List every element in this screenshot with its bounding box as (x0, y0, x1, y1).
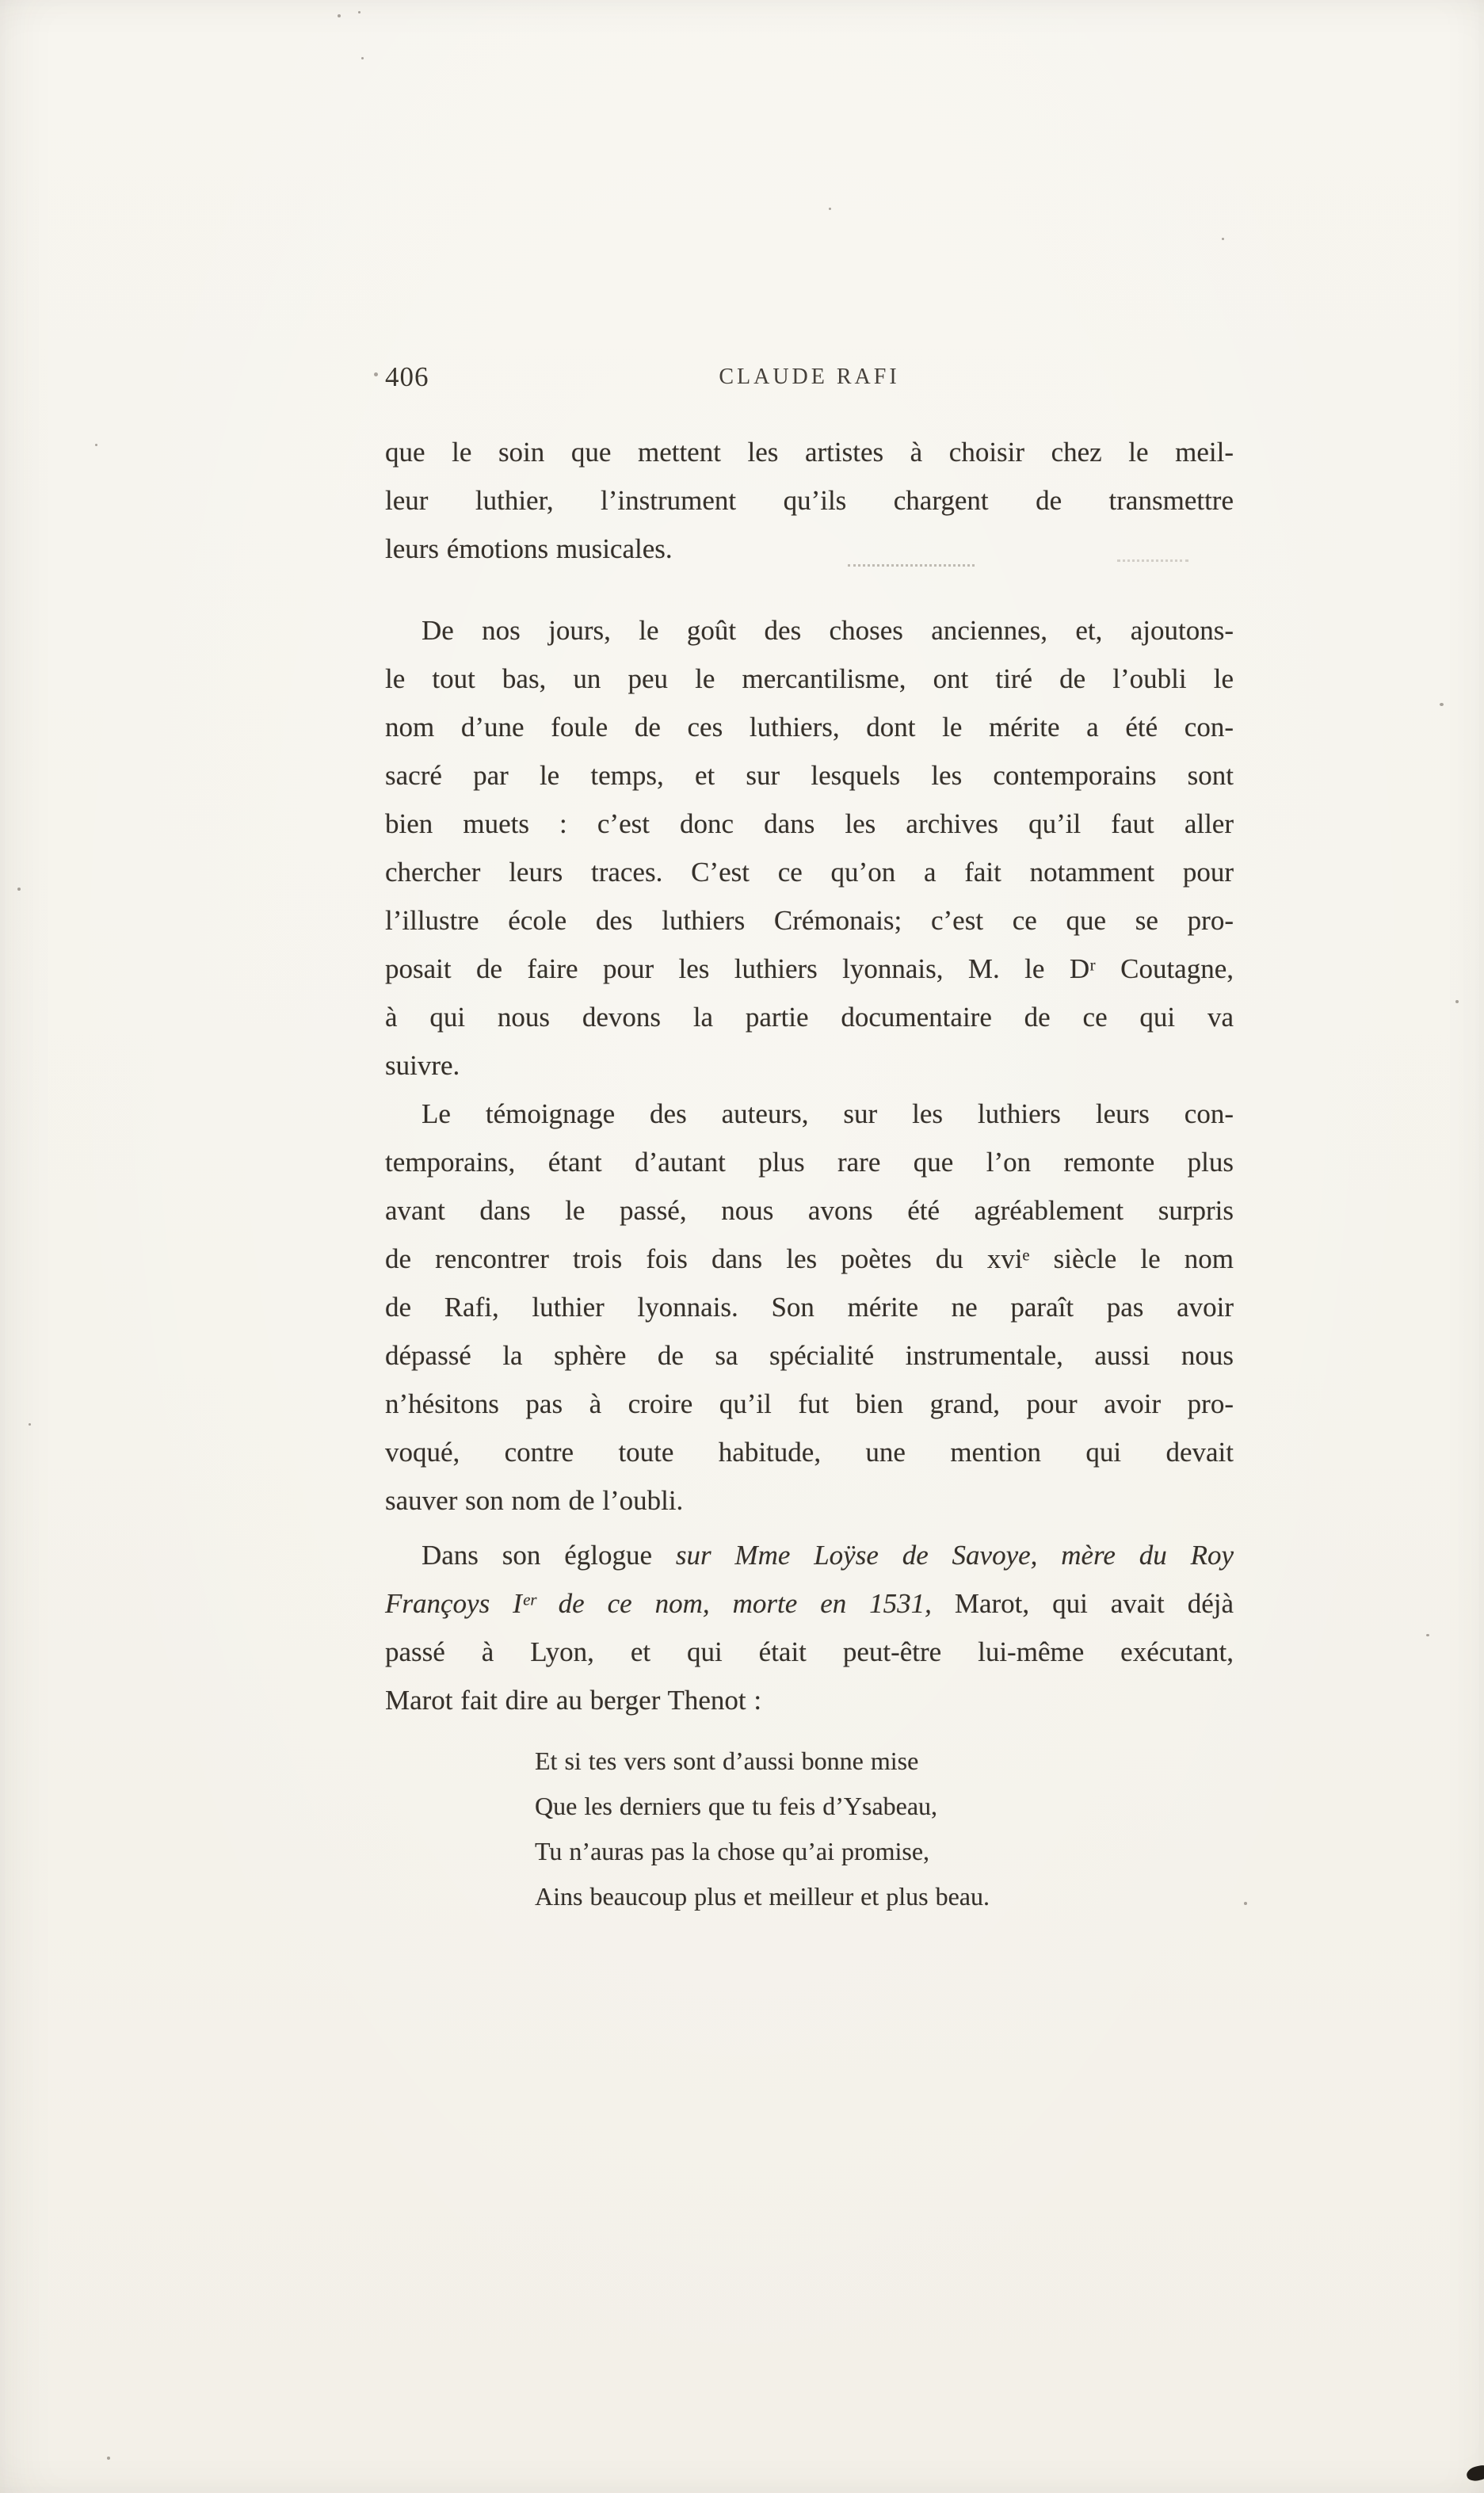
text-line (385, 1531, 1234, 1579)
paragraph-dans-son-eglogue (385, 1531, 1234, 1724)
paragraph-opening (385, 428, 1234, 573)
italic-text-segment: sur Mme Loÿse de Savoye, mère du Roy (675, 1540, 1234, 1571)
text-line: n’hésitons pas à croire qu’il fut bien grand, pour avoir pro- (385, 1388, 1234, 1419)
paragraph-le-temoignage (385, 1090, 1234, 1525)
text-line: de Rafi, luthier lyonnais. Son mérite ne paraît pas avoir (385, 1292, 1234, 1323)
running-title: CLAUDE RAFI (719, 365, 900, 389)
text-line: avant dans le passé, nous avons été agréablement surpris (385, 1195, 1234, 1226)
text-line (385, 1628, 1234, 1676)
text-segment: passé à Lyon, et qui était peut-être lui-même exécutant, (385, 1636, 1234, 1667)
text-line: sauver son nom de l’oubli. (385, 1485, 684, 1516)
text-line: posait de faire pour les luthiers lyonnais, M. le Dʳ Coutagne, (385, 953, 1234, 984)
scan-dotted-artifact (1117, 559, 1188, 562)
text-block (385, 428, 1234, 1919)
text-segment: Marot, qui avait déjà (931, 1588, 1234, 1619)
text-line: temporains, étant d’autant plus rare que l’on remonte plus (385, 1147, 1234, 1178)
text-line: Ains beaucoup plus et meilleur et plus beau. (535, 1882, 990, 1911)
text-line: à qui nous devons la partie documentaire de ce qui va (385, 1002, 1234, 1033)
text-segment: Marot fait dire au berger Thenot : (385, 1685, 762, 1716)
scan-corner-mark (1465, 2464, 1484, 2483)
text-line: suivre. (385, 1050, 460, 1081)
text-line: de rencontrer trois fois dans les poètes du xviᵉ siècle le nom (385, 1243, 1234, 1274)
page-number: 406 (385, 361, 429, 392)
text-line: leurs émotions musicales. (385, 533, 673, 564)
text-line: De nos jours, le goût des choses anciennes, et, ajoutons- (422, 615, 1234, 646)
text-line: Le témoignage des auteurs, sur les luthiers leurs con- (422, 1098, 1234, 1129)
text-line: sacré par le temps, et sur lesquels les contemporains sont (385, 760, 1234, 791)
text-line: chercher leurs traces. C’est ce qu’on a fait notamment pour (385, 857, 1234, 888)
text-line: nom d’une foule de ces luthiers, dont le mérite a été con- (385, 712, 1234, 743)
text-line: dépassé la sphère de sa spécialité instrumentale, aussi nous (385, 1340, 1234, 1371)
text-line: le tout bas, un peu le mercantilisme, ont tiré de l’oubli le (385, 663, 1234, 694)
text-line (385, 1579, 1234, 1628)
text-line: Tu n’auras pas la chose qu’ai promise, (535, 1837, 930, 1865)
text-line: que le soin que mettent les artistes à choisir chez le meil- (385, 437, 1234, 468)
paragraph-de-nos-jours (385, 606, 1234, 1090)
text-line: Que les derniers que tu feis d’Ysabeau, (535, 1792, 938, 1820)
text-line: l’illustre école des luthiers Crémonais; c’est ce que se pro- (385, 905, 1234, 936)
text-line: voqué, contre toute habitude, une mention qui devait (385, 1437, 1234, 1468)
verse-quote (535, 1739, 1234, 1919)
scan-dotted-artifact (848, 564, 975, 567)
text-line: Et si tes vers sont d’aussi bonne mise (535, 1747, 919, 1775)
page-header (385, 358, 1234, 396)
text-segment: Dans son églogue (422, 1540, 676, 1571)
italic-text-segment: Françoys Iᵉʳ de ce nom, morte en 1531, (385, 1588, 932, 1619)
text-line: bien muets : c’est donc dans les archives qu’il faut aller (385, 808, 1234, 839)
text-line: leur luthier, l’instrument qu’ils chargent de transmettre (385, 485, 1234, 516)
text-line (385, 1676, 1234, 1724)
